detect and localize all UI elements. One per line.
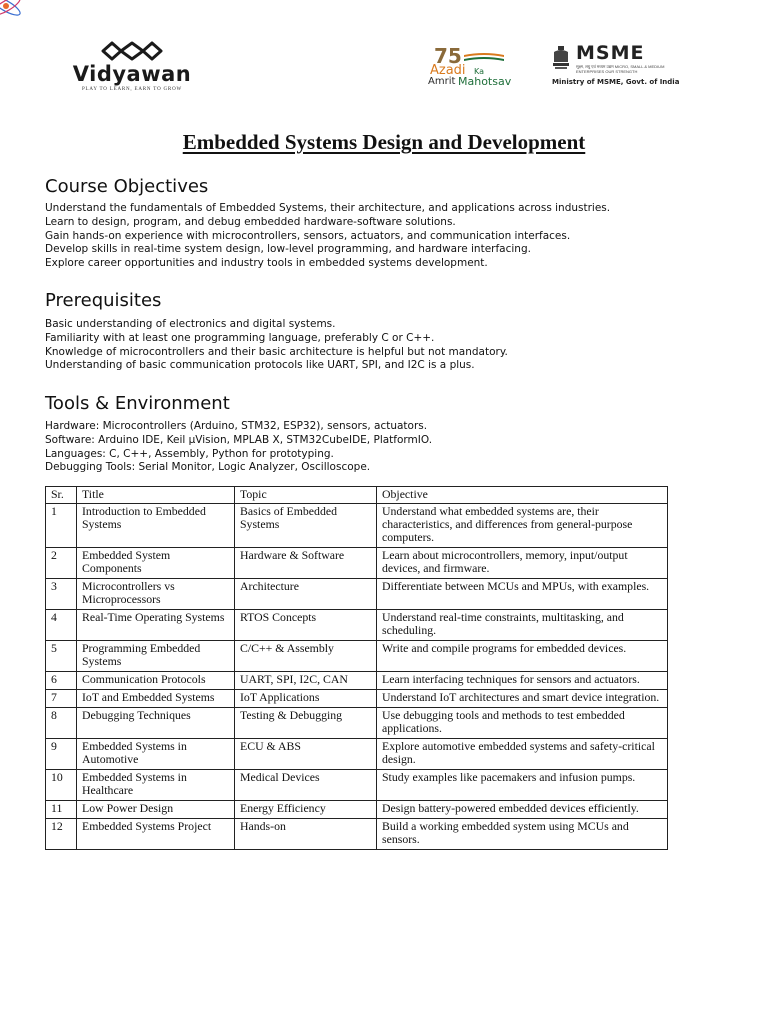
document-title: Embedded Systems Design and Development: [182, 130, 586, 154]
cell-sr: 6: [46, 672, 77, 690]
section-heading: Tools & Environment: [45, 393, 230, 414]
azadi-number: 75: [434, 44, 462, 68]
prerequisites-section: [45, 290, 725, 373]
prerequisite-line: Basic understanding of electronics and digital systems.: [45, 318, 336, 330]
section-heading: Course Objectives: [45, 176, 209, 197]
vidyawan-tagline: PLAY TO LEARN, EARN TO GROW: [81, 87, 183, 92]
cell-title: Embedded System Components: [77, 548, 235, 579]
objective-line: Learn to design, program, and debug embedded hardware-software solutions.: [45, 215, 456, 228]
header-sr: Sr.: [46, 487, 77, 504]
cell-sr: 1: [46, 504, 77, 548]
cell-sr: 9: [46, 739, 77, 770]
cell-title: Embedded Systems in Automotive: [77, 739, 235, 770]
cell-topic: Energy Efficiency: [235, 801, 377, 819]
cell-sr: 12: [46, 819, 77, 850]
cell-topic: Hardware & Software: [235, 548, 377, 579]
cell-topic: Architecture: [235, 579, 377, 610]
cell-title: Communication Protocols: [77, 672, 235, 690]
table-row: [46, 770, 668, 801]
table-row: [46, 579, 668, 610]
cell-objective: Study examples like pacemakers and infusion pumps.: [377, 770, 668, 801]
header-title: Title: [77, 487, 235, 504]
cell-objective: Explore automotive embedded systems and safety-critical design.: [377, 739, 668, 770]
cell-topic: C/C++ & Assembly: [235, 641, 377, 672]
msme-caption: Ministry of MSME, Govt. of India: [552, 78, 680, 86]
table-row: [46, 801, 668, 819]
cell-objective: Write and compile programs for embedded devices.: [377, 641, 668, 672]
tools-environment-section: [45, 393, 725, 475]
cell-objective: Design battery-powered embedded devices efficiently.: [377, 801, 668, 819]
header-objective: Objective: [377, 487, 668, 504]
table-row: [46, 739, 668, 770]
cell-sr: 2: [46, 548, 77, 579]
cell-objective: Build a working embedded system using MCUs and sensors.: [377, 819, 668, 850]
cell-objective: Understand IoT architectures and smart device integration.: [377, 690, 668, 708]
table-row: [46, 610, 668, 641]
cell-objective: Learn about microcontrollers, memory, input/output devices, and firmware.: [377, 548, 668, 579]
msme-logo: [548, 42, 678, 90]
cell-topic: UART, SPI, I2C, CAN: [235, 672, 377, 690]
cell-sr: 10: [46, 770, 77, 801]
table-header-row: [46, 487, 668, 504]
table-row: [46, 819, 668, 850]
cell-title: Embedded Systems in Healthcare: [77, 770, 235, 801]
cell-sr: 11: [46, 801, 77, 819]
cell-objective: Understand real-time constraints, multitasking, and scheduling.: [377, 610, 668, 641]
cell-title: IoT and Embedded Systems: [77, 690, 235, 708]
azadi-ka: Ka: [474, 67, 485, 76]
table-row: [46, 690, 668, 708]
table-row: [46, 672, 668, 690]
cell-sr: 3: [46, 579, 77, 610]
azadi-ka-amrit-mahotsav-logo: [428, 44, 514, 90]
cell-topic: Testing & Debugging: [235, 708, 377, 739]
cell-sr: 8: [46, 708, 77, 739]
azadi-word: Azadi: [430, 63, 466, 78]
table-row: [46, 504, 668, 548]
vidyawan-name: Vidyawan: [72, 62, 192, 86]
cell-title: Low Power Design: [77, 801, 235, 819]
azadi-mahotsav: Mahotsav: [458, 75, 512, 88]
prerequisite-line: Understanding of basic communication protocols like UART, SPI, and I2C is a plus.: [45, 359, 475, 372]
cell-title: Real-Time Operating Systems: [77, 610, 235, 641]
msme-subtext: सूक्ष्म, लघु एवं मध्यम उद्यम MICRO, SMALL & MEDIUM ENTERPRISES OUR STRENGTH: [576, 64, 665, 74]
cell-title: Debugging Techniques: [77, 708, 235, 739]
objective-line: Explore career opportunities and industry tools in embedded systems development.: [45, 257, 488, 270]
cell-title: Microcontrollers vs Microprocessors: [77, 579, 235, 610]
objective-line: Gain hands-on experience with microcontrollers, sensors, actuators, and communication interfaces.: [45, 229, 571, 242]
prerequisite-line: Knowledge of microcontrollers and their basic architecture is helpful but not mandatory.: [45, 345, 508, 358]
cell-topic: Basics of Embedded Systems: [235, 504, 377, 548]
objective-line: Develop skills in real-time system design, low-level programming, and hardware interfacing.: [45, 243, 531, 256]
cell-topic: ECU & ABS: [235, 739, 377, 770]
cell-title: Introduction to Embedded Systems: [77, 504, 235, 548]
azadi-amrit: Amrit: [428, 76, 456, 87]
cell-sr: 5: [46, 641, 77, 672]
cell-topic: IoT Applications: [235, 690, 377, 708]
tools-line: Software: Arduino IDE, Keil µVision, MPLAB X, STM32CubeIDE, PlatformIO.: [45, 433, 433, 446]
cell-topic: RTOS Concepts: [235, 610, 377, 641]
prerequisite-line: Familiarity with at least one programming language, preferably C or C++.: [45, 331, 435, 344]
cell-sr: 7: [46, 690, 77, 708]
cell-topic: Medical Devices: [235, 770, 377, 801]
msme-word: MSME: [576, 42, 645, 64]
cell-sr: 4: [46, 610, 77, 641]
tools-line: Languages: C, C++, Assembly, Python for prototyping.: [45, 447, 334, 460]
flag-swoosh-icon: [464, 52, 504, 62]
national-emblem-icon: [550, 44, 572, 74]
objective-line: Understand the fundamentals of Embedded Systems, their architecture, and applications across industries.: [45, 202, 611, 214]
tools-line: Debugging Tools: Serial Monitor, Logic Analyzer, Oscilloscope.: [45, 461, 371, 474]
header-topic: Topic: [235, 487, 377, 504]
atom-icon: [0, 0, 30, 30]
cell-objective: Use debugging tools and methods to test embedded applications.: [377, 708, 668, 739]
table-row: [46, 548, 668, 579]
cell-topic: Hands-on: [235, 819, 377, 850]
vidyawan-logo: [62, 40, 202, 92]
table-row: [46, 708, 668, 739]
tools-line: Hardware: Microcontrollers (Arduino, STM32, ESP32), sensors, actuators.: [45, 420, 428, 432]
section-heading: Prerequisites: [45, 290, 162, 311]
cell-objective: Learn interfacing techniques for sensors and actuators.: [377, 672, 668, 690]
course-modules-table: [45, 486, 668, 850]
cell-objective: Differentiate between MCUs and MPUs, with examples.: [377, 579, 668, 610]
course-objectives-section: [45, 176, 725, 271]
cell-objective: Understand what embedded systems are, their characteristics, and differences from general-purpose computers.: [377, 504, 668, 548]
cell-title: Programming Embedded Systems: [77, 641, 235, 672]
table-row: [46, 641, 668, 672]
infinity-knot-icon: [97, 40, 167, 62]
cell-title: Embedded Systems Project: [77, 819, 235, 850]
